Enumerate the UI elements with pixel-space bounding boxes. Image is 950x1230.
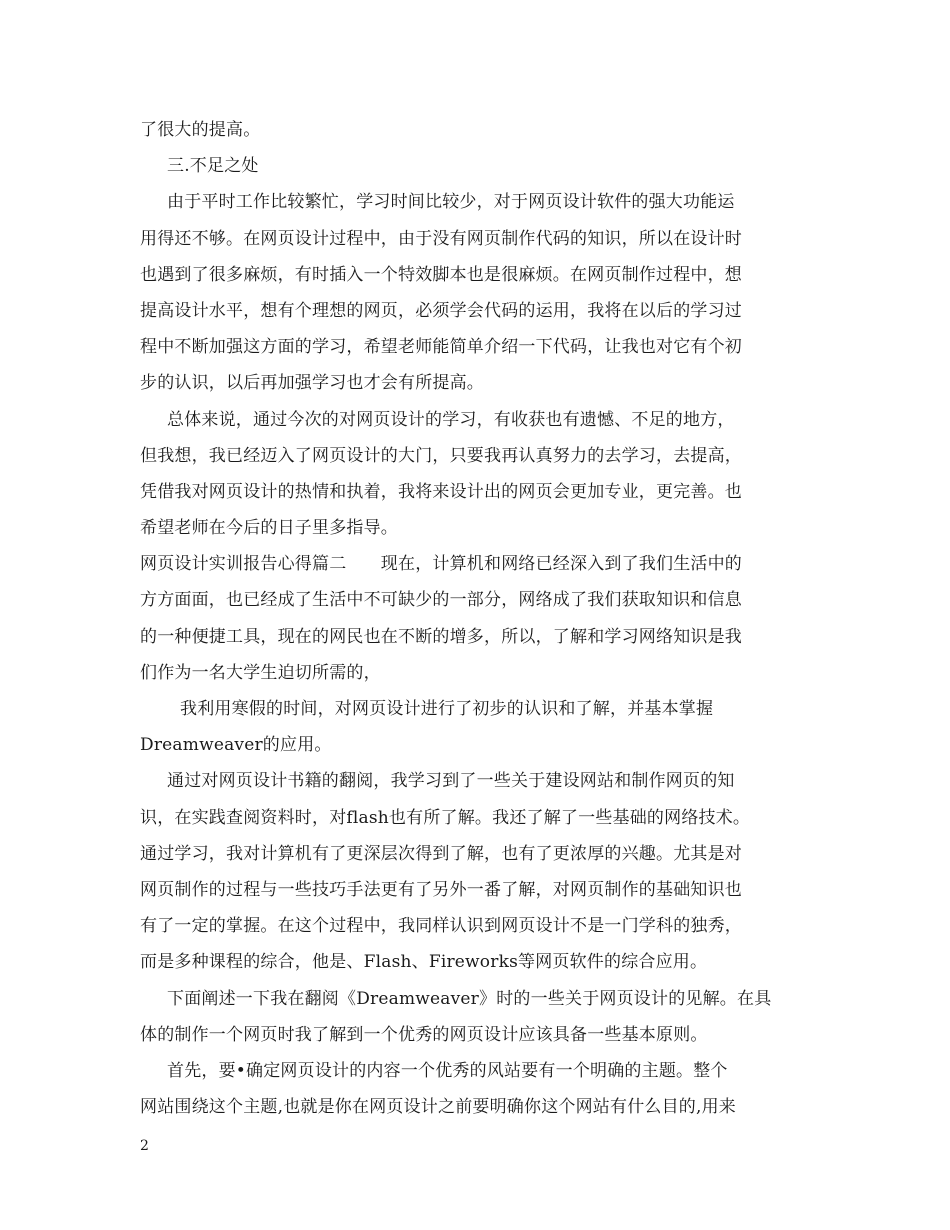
text-line: 网页制作的过程与一些技巧手法更有了另外一番了解，对网页制作的基础知识也 <box>140 879 742 900</box>
text-line: 了很大的提高。 <box>140 120 261 140</box>
text-line: 也遇到了很多麻烦，有时插入一个特效脚本也是很麻烦。在网页制作过程中，想 <box>140 264 742 285</box>
text-line: 希望老师在今后的日子里多指导。 <box>140 518 398 539</box>
text-line: 用得还不够。在网页设计过程中，由于没有网页制作代码的知识，所以在设计时 <box>140 228 742 249</box>
text-line: 网站围绕这个主题,也就是你在网页设计之前要明确你这个网站有什么目的,用来 <box>140 1097 737 1118</box>
text-line: 下面阐述一下我在翻阅《Dreamweaver》时的一些关于网页设计的见解。在具 <box>167 988 772 1009</box>
text-line: 首先，要•确定网页设计的内容一个优秀的风站要有一个明确的主题。整个 <box>167 1060 728 1081</box>
section-heading: 三.不足之处 <box>167 156 259 177</box>
text-line: 提高设计水平，想有个理想的网页，必须学会代码的运用，我将在以后的学习过 <box>140 300 742 321</box>
text-line: 程中不断加强这方面的学习，希望老师能简单介绍一下代码，让我也对它有个初 <box>140 337 742 358</box>
text-line: 但我想，我已经迈入了网页设计的大门，只要我再认真努力的去学习，去提高， <box>140 445 742 466</box>
article-heading-line: 网页设计实训报告心得篇二 现在，计算机和网络已经深入到了我们生活中的 <box>140 554 742 575</box>
body-text <box>140 112 830 1125</box>
text-line: 步的认识，以后再加强学习也才会有所提高。 <box>140 373 484 394</box>
text-line: 凭借我对网页设计的热情和执着，我将来设计出的网页会更加专业，更完善。也 <box>140 481 742 502</box>
text-line: 方方面面，也已经成了生活中不可缺少的一部分，网络成了我们获取知识和信息 <box>140 590 742 611</box>
text-line: 们作为一名大学生迫切所需的， <box>140 662 381 683</box>
text-line: 的一种便捷工具，现在的网民也在不断的增多，所以，了解和学习网络知识是我 <box>140 626 742 647</box>
text-line: 由于平时工作比较繁忙，学习时间比较少，对于网页设计软件的强大功能运 <box>167 192 735 213</box>
text-line: 有了一定的掌握。在这个过程中，我同样认识到网页设计不是一门学科的独秀， <box>140 916 742 937</box>
page-number: 2 <box>140 1138 149 1154</box>
text-line: Dreamweaver的应用。 <box>140 735 332 756</box>
text-line: 识，在实践查阅资料时，对flash也有所了解。我还了解了一些基础的网络技术。 <box>140 807 751 828</box>
text-line: 体的制作一个网页时我了解到一个优秀的网页设计应该具备一些基本原则。 <box>140 1024 708 1045</box>
text-line: 通过对网页设计书籍的翻阅，我学习到了一些关于建设网站和制作网页的知 <box>167 771 735 792</box>
text-line: 总体来说，通过今次的对网页设计的学习，有收获也有遗憾、不足的地方， <box>167 409 735 430</box>
text-line: 我利用寒假的时间，对网页设计进行了初步的认识和了解，并基本掌握 <box>180 699 714 719</box>
text-line: 而是多种课程的综合，他是、Flash、Fireworks等网页软件的综合应用。 <box>140 952 708 973</box>
text-line: 通过学习，我对计算机有了更深层次得到了解，也有了更浓厚的兴趣。尤其是对 <box>140 843 742 864</box>
